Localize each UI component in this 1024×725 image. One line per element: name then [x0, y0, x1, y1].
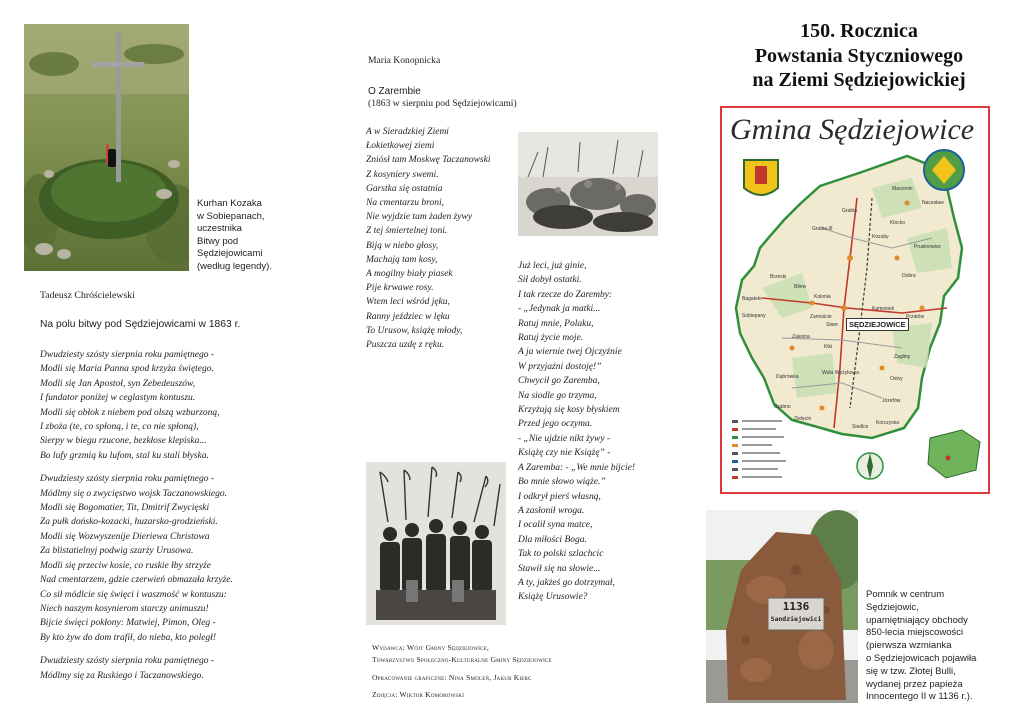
poem-line: Co sił módlcie się święci i waszmość w kontuszu:	[40, 589, 227, 600]
place-label: Nacesław	[922, 200, 944, 206]
photo-kurhan-grave	[24, 24, 189, 271]
place-label: Dąbrówka	[776, 374, 799, 380]
page-title	[728, 19, 990, 93]
poem-line: Modli się Maria Panna spod krzyża świętego.	[40, 364, 214, 375]
poem-line: Z kosyniery swemi.	[366, 169, 439, 180]
map-center-label: SĘDZIEJOWICE	[846, 318, 909, 331]
poem-line: Z tej śmiertelnej toni.	[366, 226, 448, 237]
poem-line: W przyjaźni dostoję!”	[518, 361, 602, 372]
poem-line: Ratuj życie moje.	[518, 333, 584, 344]
kurhan-photo-illustration	[24, 24, 189, 271]
poem-line: A ja wiernie twej Ojczyźnie	[518, 347, 622, 358]
stanza-gap	[40, 463, 310, 472]
credit-line: Towarzystwo Społeczno-Kulturalne Gminy Sędziejowice	[372, 654, 552, 664]
caption-line: 850-lecia miejscowości	[866, 627, 964, 639]
title-line: Powstania Styczniowego	[754, 44, 964, 67]
poem-line: Garstka się ostatnia	[366, 183, 443, 194]
poem-line: Modli się Wozwyszenije Dieriewa Christowa	[40, 531, 210, 542]
poem-line: Dla miłości Boga.	[518, 534, 587, 545]
place-label: Grabia III	[812, 226, 833, 232]
place-label: Stare	[826, 322, 838, 328]
caption-line: się w tzw. Złotej Bulli,	[866, 665, 956, 677]
middle-poem-author: Maria Konopnicka	[368, 55, 441, 66]
place-label: Grabno	[774, 404, 791, 410]
poem-line: Na cmentarzu broni,	[366, 198, 445, 209]
poem-line: Dwudziesty szósty sierpnia roku pamiętnego -	[40, 656, 215, 667]
credits-gap	[372, 665, 632, 672]
memorial-plaque	[768, 598, 824, 630]
plaque-year: 1136	[782, 600, 810, 613]
place-label: Kłocko	[890, 220, 906, 226]
poem-line: A ty, jakżeś go dotrzymał,	[518, 577, 615, 588]
poem-line: Niech naszym kosynierom starczy animuszu!	[40, 603, 209, 614]
middle-poem-title: O Zarembie	[368, 86, 421, 97]
place-label: Zielęcin	[794, 416, 812, 422]
map-place-labels	[722, 108, 988, 492]
left-poem-author: Tadeusz Chróścielewski	[40, 290, 135, 301]
poem-line: Dwudziesty szósty sierpnia roku pamiętnego -	[40, 350, 215, 360]
poem-line: To Urusow, książę młody,	[366, 325, 463, 336]
plaque-text: Sandziejowici	[770, 615, 822, 623]
middle-poem-subtitle: (1863 w sierpniu pod Sędziejowicami)	[368, 98, 517, 109]
place-label: Zamoście	[810, 314, 832, 320]
poem-line: Ratuj mnie, Polaku,	[518, 318, 594, 329]
poem-line: - „Nie ujdzie nikt żywy -	[518, 433, 611, 444]
poem-line: Łokietkowej ziemi	[366, 141, 435, 152]
caption-line: (według legendy).	[197, 260, 272, 272]
title-line: na Ziemi Sędziejowickiej	[752, 69, 966, 91]
left-poem-body	[40, 348, 310, 683]
poem-line: Za pułk dońsko-kozacki, huzarsko-grodzieński.	[40, 517, 218, 528]
place-label: Kozuby	[872, 234, 889, 240]
gmina-map	[720, 106, 990, 494]
poem-line: I tak rzecze do Zaremby:	[518, 289, 613, 300]
poem-line: Machają tam kosy,	[366, 254, 438, 265]
photo-battle-engraving	[518, 132, 658, 236]
poem-line: Sił dobył ostatki.	[518, 275, 582, 286]
caption-line: uczestnika	[197, 223, 242, 235]
place-label: Żagliny	[894, 354, 911, 360]
battle-engraving-illustration	[518, 132, 658, 236]
place-label: Przatów	[906, 314, 925, 320]
caption-line: Bitwy pod	[197, 235, 239, 247]
place-label: Bilew	[794, 284, 806, 290]
middle-poem-part2	[518, 259, 668, 605]
poem-line: Przed jego oczyma.	[518, 419, 593, 430]
poem-line: Modli się Bogomatier, Tit, Dmitrif Zwycięski	[40, 503, 210, 514]
poem-line: Bo lufy grzmią ku lufom, stal ku stali błyska.	[40, 450, 209, 461]
place-label: Prusinowice	[914, 244, 941, 250]
credit-line: Zdjęcia: Wiktor Komorowski	[372, 689, 465, 699]
caption-line: wydanej przez papieża	[866, 678, 963, 690]
poem-line: Dwudziesty szósty sierpnia roku pamiętnego -	[40, 474, 215, 485]
place-label: Dobra	[902, 273, 916, 279]
poem-line: Na siodle go trzyma,	[518, 390, 597, 401]
left-poem-title: Na polu bitwy pod Sędziejowicami w 1863 r.	[40, 319, 241, 330]
place-label: Osiny	[890, 376, 903, 382]
place-label: Kamostek	[872, 306, 895, 312]
poem-line: I odkrył pierś własną,	[518, 491, 601, 502]
caption-line: Sędziejowic,	[866, 601, 919, 613]
poem-line: Zniósł tam Moskwę Taczanowski	[366, 155, 491, 166]
poem-line: Módlmy się o zwycięstwo wojsk Taczanowskiego.	[40, 488, 227, 499]
place-label: Sobiepany	[742, 313, 766, 319]
credit-line: Wydawca: Wójt Gminy Sędziejowice,	[372, 643, 490, 652]
poem-line: I zboża (te, co spłoną, i te, co nie spłoną),	[40, 422, 199, 433]
poem-line: Książę Urusowie?	[518, 592, 588, 603]
poem-line: Modli się Jan Apostoł, syn Zebedeuszów,	[40, 378, 196, 389]
caption-line: Kurhan Kozaka	[197, 198, 262, 209]
poem-line: A w Sieradzkiej Ziemi	[366, 127, 449, 137]
insurgents-photo-illustration	[366, 462, 506, 625]
middle-poem-part1	[366, 125, 516, 352]
place-label: Marzenin	[892, 186, 913, 192]
poem-line: Módlmy się za Ruskiego i Taczanowskiego.	[40, 670, 204, 681]
poem-line: Ranny jeździec w lęku	[366, 311, 450, 322]
credit-line: Opracowanie graficzne: Nina Smoleń, Jakub Kierc	[372, 673, 532, 682]
caption-line: upamiętniający obchody	[866, 614, 968, 626]
caption-line: Pomnik w centrum	[866, 589, 945, 600]
caption-line: Sędziejowicami	[197, 248, 263, 260]
poem-line: Bijcie święci pokłony: Matwiej, Pimon, Oleg -	[40, 618, 216, 629]
place-label: Józefów	[882, 398, 901, 404]
stanza-gap	[40, 645, 310, 654]
place-label: Siedlce	[852, 424, 869, 430]
poem-line: Bo mnie słowo wiąże.”	[518, 477, 606, 488]
caption-line: Innocentego II w 1136 r.).	[866, 691, 973, 703]
photo-memorial-stone	[706, 510, 858, 703]
poem-line: By kto żyw do dom trafił, do nieba, kto poległ!	[40, 632, 216, 643]
poem-line: Krzyżują się kosy błyskiem	[518, 405, 620, 416]
poem-line: Modli się obłok z niebem pod olszą wzburzoną,	[40, 407, 220, 418]
poem-line: Pije krwawe rosy.	[366, 283, 434, 294]
place-label: Korczyska	[876, 420, 900, 426]
poem-line: Nad cmentarzem, gdzie czerwień obmazała krzyże.	[40, 575, 233, 586]
place-label: Grabia	[842, 208, 858, 214]
poem-line: - „Jedynak ja matki...	[518, 304, 601, 315]
place-label: Bagatele	[742, 296, 762, 302]
poem-line: Książę czy nie Książę” -	[518, 448, 611, 459]
poem-line: A zasłonił wroga.	[518, 505, 585, 516]
poem-line: Za blistatielnyj podwig szarży Urusowa.	[40, 546, 194, 557]
place-label: Kolonia	[814, 294, 831, 300]
poem-line: Tak to polski szlachcic	[518, 549, 604, 560]
photo-insurgents	[366, 462, 506, 625]
map-heading: Gmina Sędziejowice	[730, 113, 975, 146]
place-label: Wola Wężykowa	[822, 370, 859, 376]
caption-line: o Sędziejowicach pojawiła	[866, 652, 977, 664]
poem-line: Chwycił go Zaremba,	[518, 376, 600, 387]
kurhan-photo-caption	[197, 198, 307, 274]
caption-line: (pierwsza wzmianka	[866, 640, 952, 652]
poem-line: A mogilny biały piasek	[366, 269, 453, 280]
poem-line: Puszcza uzdę z ręku.	[366, 340, 445, 351]
poem-line: Sierpy w biegu rzucone, bezkłose klepiska...	[40, 436, 207, 447]
poem-line: A Zaremba: - „We mnie bijcie!	[518, 462, 636, 473]
place-label: Zaleśna	[792, 334, 810, 340]
title-line: 150. Rocznica	[800, 20, 918, 42]
publication-credits	[372, 642, 632, 700]
poem-line: I fundator poniżej w ceglastym kontuszu.	[40, 393, 196, 404]
place-label: Kiki	[824, 344, 833, 350]
memorial-photo-caption	[866, 589, 1016, 704]
place-label: Brzeski	[770, 274, 787, 280]
poem-line: Wtem leci wśród jęku,	[366, 297, 450, 308]
poem-line: Modli się przeciw kosie, co ruskie łby strzyże	[40, 560, 211, 571]
caption-line: w Sobiepanach,	[197, 210, 265, 222]
poem-line: I ocalił syna matce,	[518, 520, 593, 531]
poem-line: Stawił się na słowie...	[518, 563, 601, 574]
poem-line: Nie wyjdzie tam żaden żywy	[366, 212, 473, 223]
poem-line: Już leci, już ginie,	[518, 261, 587, 271]
poem-line: Biją w niebo głosy,	[366, 240, 439, 251]
